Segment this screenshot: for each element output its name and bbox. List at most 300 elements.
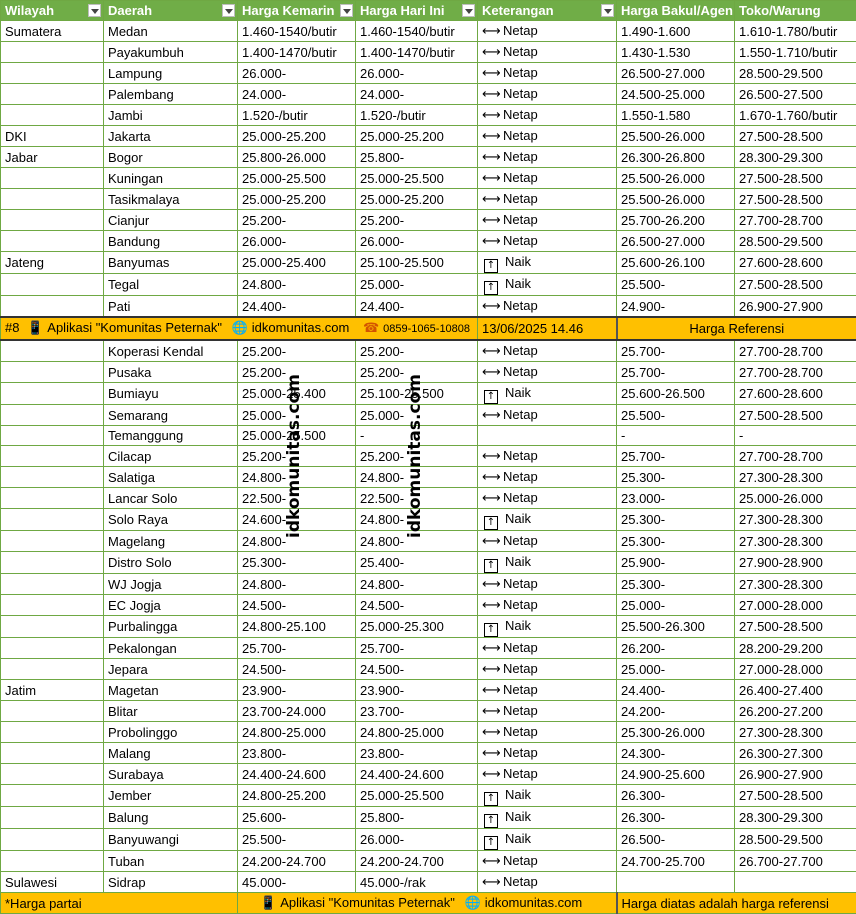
cell-harga-bakul[interactable] xyxy=(617,552,735,574)
table-row xyxy=(1,743,856,764)
cell-wilayah[interactable] xyxy=(1,616,104,638)
cell-wilayah[interactable] xyxy=(1,63,104,84)
cell-harga-hari-ini[interactable] xyxy=(356,340,478,362)
cell-harga-kemarin[interactable] xyxy=(238,701,356,722)
cell-wilayah[interactable] xyxy=(1,785,104,807)
cell-harga-bakul[interactable] xyxy=(617,426,735,446)
cell-toko-warung[interactable] xyxy=(735,446,856,467)
table-row xyxy=(1,467,856,488)
cell-wilayah[interactable] xyxy=(1,274,104,296)
cell-keterangan[interactable] xyxy=(478,21,617,42)
cell-toko-warung-text: 27.500-28.500 xyxy=(739,171,823,186)
cell-daerah[interactable] xyxy=(104,872,238,893)
cell-harga-hari-ini[interactable] xyxy=(356,105,478,126)
cell-toko-warung[interactable] xyxy=(735,851,856,872)
cell-daerah[interactable] xyxy=(104,126,238,147)
cell-daerah[interactable] xyxy=(104,638,238,659)
cell-harga-kemarin[interactable] xyxy=(238,63,356,84)
cell-daerah[interactable] xyxy=(104,680,238,701)
cell-harga-kemarin[interactable] xyxy=(238,829,356,851)
cell-toko-warung-text: 26.300-27.300 xyxy=(739,746,823,761)
cell-toko-warung[interactable] xyxy=(735,509,856,531)
cell-harga-bakul[interactable] xyxy=(617,743,735,764)
cell-harga-hari-ini[interactable] xyxy=(356,296,478,318)
cell-keterangan[interactable] xyxy=(478,84,617,105)
cell-harga-hari-ini[interactable] xyxy=(356,743,478,764)
cell-daerah[interactable] xyxy=(104,189,238,210)
cell-keterangan[interactable] xyxy=(478,488,617,509)
cell-wilayah[interactable] xyxy=(1,147,104,168)
cell-toko-warung[interactable] xyxy=(735,147,856,168)
cell-harga-kemarin-text: 23.800- xyxy=(242,746,286,761)
cell-toko-warung[interactable] xyxy=(735,467,856,488)
cell-harga-bakul[interactable] xyxy=(617,829,735,851)
cell-harga-bakul[interactable] xyxy=(617,231,735,252)
cell-keterangan[interactable] xyxy=(478,616,617,638)
cell-wilayah[interactable] xyxy=(1,851,104,872)
cell-keterangan[interactable] xyxy=(478,168,617,189)
cell-harga-hari-ini[interactable] xyxy=(356,63,478,84)
cell-harga-bakul[interactable] xyxy=(617,851,735,872)
cell-wilayah[interactable] xyxy=(1,210,104,231)
cell-toko-warung[interactable] xyxy=(735,383,856,405)
cell-keterangan[interactable] xyxy=(478,680,617,701)
cell-keterangan[interactable] xyxy=(478,126,617,147)
cell-toko-warung[interactable] xyxy=(735,126,856,147)
cell-keterangan[interactable] xyxy=(478,231,617,252)
cell-wilayah[interactable] xyxy=(1,362,104,383)
cell-harga-bakul[interactable] xyxy=(617,362,735,383)
cell-keterangan[interactable] xyxy=(478,340,617,362)
col-header-harga-bakul-agen[interactable]: Harga Bakul/Agen xyxy=(617,1,735,21)
cell-harga-hari-ini[interactable] xyxy=(356,126,478,147)
cell-toko-warung[interactable] xyxy=(735,574,856,595)
cell-harga-hari-ini[interactable] xyxy=(356,574,478,595)
cell-keterangan[interactable] xyxy=(478,426,617,446)
cell-harga-bakul[interactable] xyxy=(617,531,735,552)
cell-harga-kemarin[interactable] xyxy=(238,659,356,680)
cell-harga-bakul-text: 26.200- xyxy=(621,641,665,656)
cell-harga-kemarin[interactable] xyxy=(238,340,356,362)
cell-daerah[interactable] xyxy=(104,210,238,231)
cell-daerah[interactable] xyxy=(104,296,238,318)
cell-toko-warung-text: 28.200-29.200 xyxy=(739,641,823,656)
cell-daerah[interactable] xyxy=(104,595,238,616)
cell-daerah[interactable] xyxy=(104,785,238,807)
cell-harga-bakul[interactable] xyxy=(617,595,735,616)
cell-toko-warung[interactable] xyxy=(735,722,856,743)
cell-toko-warung[interactable] xyxy=(735,296,856,318)
cell-keterangan[interactable] xyxy=(478,807,617,829)
cell-harga-bakul[interactable] xyxy=(617,383,735,405)
cell-harga-kemarin[interactable] xyxy=(238,296,356,318)
cell-harga-hari-ini[interactable] xyxy=(356,252,478,274)
cell-toko-warung[interactable] xyxy=(735,552,856,574)
cell-harga-bakul[interactable] xyxy=(617,659,735,680)
cell-toko-warung[interactable] xyxy=(735,274,856,296)
cell-wilayah[interactable] xyxy=(1,405,104,426)
cell-harga-kemarin-text: 25.200- xyxy=(242,449,286,464)
cell-daerah[interactable] xyxy=(104,531,238,552)
cell-daerah[interactable] xyxy=(104,63,238,84)
cell-harga-kemarin[interactable] xyxy=(238,21,356,42)
cell-harga-hari-ini[interactable] xyxy=(356,638,478,659)
cell-harga-bakul[interactable] xyxy=(617,84,735,105)
cell-toko-warung[interactable] xyxy=(735,21,856,42)
cell-toko-warung[interactable] xyxy=(735,426,856,446)
cell-wilayah[interactable] xyxy=(1,84,104,105)
cell-harga-bakul[interactable] xyxy=(617,274,735,296)
col-header-wilayah[interactable]: Wilayah xyxy=(1,1,104,21)
cell-keterangan[interactable] xyxy=(478,189,617,210)
cell-toko-warung[interactable] xyxy=(735,252,856,274)
cell-harga-bakul-text: 25.300- xyxy=(621,512,665,527)
cell-toko-warung-text: 27.000-28.000 xyxy=(739,598,823,613)
table-row xyxy=(1,488,856,509)
cell-wilayah[interactable] xyxy=(1,743,104,764)
cell-daerah[interactable] xyxy=(104,829,238,851)
cell-toko-warung[interactable] xyxy=(735,785,856,807)
cell-daerah[interactable] xyxy=(104,84,238,105)
cell-daerah[interactable] xyxy=(104,105,238,126)
cell-toko-warung[interactable] xyxy=(735,595,856,616)
cell-harga-kemarin[interactable] xyxy=(238,252,356,274)
cell-daerah[interactable] xyxy=(104,552,238,574)
cell-daerah[interactable] xyxy=(104,42,238,63)
cell-toko-warung[interactable] xyxy=(735,84,856,105)
cell-keterangan[interactable] xyxy=(478,659,617,680)
cell-harga-bakul[interactable] xyxy=(617,701,735,722)
cell-keterangan[interactable] xyxy=(478,764,617,785)
cell-daerah[interactable] xyxy=(104,147,238,168)
cell-harga-hari-ini[interactable] xyxy=(356,785,478,807)
cell-keterangan[interactable] xyxy=(478,509,617,531)
cell-toko-warung[interactable] xyxy=(735,531,856,552)
cell-harga-bakul[interactable] xyxy=(617,764,735,785)
cell-harga-kemarin[interactable] xyxy=(238,168,356,189)
cell-daerah[interactable] xyxy=(104,764,238,785)
cell-harga-kemarin[interactable] xyxy=(238,210,356,231)
cell-daerah[interactable] xyxy=(104,426,238,446)
cell-toko-warung[interactable] xyxy=(735,362,856,383)
cell-harga-bakul[interactable] xyxy=(617,638,735,659)
col-header-daerah[interactable]: Daerah xyxy=(104,1,238,21)
cell-harga-kemarin[interactable] xyxy=(238,231,356,252)
cell-harga-kemarin[interactable] xyxy=(238,807,356,829)
cell-keterangan[interactable] xyxy=(478,701,617,722)
cell-wilayah[interactable] xyxy=(1,659,104,680)
cell-keterangan[interactable] xyxy=(478,296,617,318)
cell-toko-warung[interactable] xyxy=(735,872,856,893)
cell-toko-warung[interactable] xyxy=(735,210,856,231)
cell-wilayah[interactable] xyxy=(1,467,104,488)
cell-harga-kemarin[interactable] xyxy=(238,616,356,638)
cell-harga-bakul[interactable] xyxy=(617,147,735,168)
cell-toko-warung[interactable] xyxy=(735,829,856,851)
cell-wilayah[interactable] xyxy=(1,595,104,616)
cell-wilayah[interactable] xyxy=(1,446,104,467)
filter-dropdown-icon[interactable] xyxy=(222,4,235,17)
cell-daerah[interactable] xyxy=(104,574,238,595)
cell-daerah[interactable] xyxy=(104,362,238,383)
cell-harga-hari-ini[interactable] xyxy=(356,552,478,574)
cell-harga-hari-ini[interactable] xyxy=(356,680,478,701)
cell-keterangan[interactable] xyxy=(478,574,617,595)
cell-harga-hari-ini[interactable] xyxy=(356,764,478,785)
cell-toko-warung[interactable] xyxy=(735,764,856,785)
cell-harga-kemarin[interactable] xyxy=(238,764,356,785)
filter-dropdown-icon[interactable] xyxy=(340,4,353,17)
cell-harga-kemarin[interactable] xyxy=(238,638,356,659)
cell-harga-hari-ini[interactable] xyxy=(356,274,478,296)
cell-daerah[interactable] xyxy=(104,274,238,296)
cell-harga-kemarin[interactable] xyxy=(238,743,356,764)
cell-daerah[interactable] xyxy=(104,168,238,189)
cell-toko-warung[interactable] xyxy=(735,701,856,722)
cell-harga-bakul[interactable] xyxy=(617,252,735,274)
cell-wilayah[interactable] xyxy=(1,574,104,595)
cell-harga-bakul[interactable] xyxy=(617,509,735,531)
cell-harga-kemarin[interactable] xyxy=(238,722,356,743)
cell-keterangan[interactable] xyxy=(478,829,617,851)
cell-keterangan[interactable] xyxy=(478,743,617,764)
cell-harga-kemarin[interactable] xyxy=(238,147,356,168)
cell-keterangan[interactable] xyxy=(478,405,617,426)
cell-daerah[interactable] xyxy=(104,722,238,743)
cell-harga-bakul[interactable] xyxy=(617,296,735,318)
cell-harga-bakul[interactable] xyxy=(617,488,735,509)
col-header-keterangan[interactable]: Keterangan xyxy=(478,1,617,21)
cell-keterangan[interactable] xyxy=(478,851,617,872)
cell-harga-hari-ini[interactable] xyxy=(356,722,478,743)
cell-harga-bakul[interactable] xyxy=(617,189,735,210)
cell-daerah-text: Magelang xyxy=(108,534,165,549)
cell-harga-bakul[interactable] xyxy=(617,616,735,638)
cell-toko-warung[interactable] xyxy=(735,405,856,426)
cell-keterangan-text: Netap xyxy=(503,490,538,505)
cell-harga-bakul[interactable] xyxy=(617,405,735,426)
cell-toko-warung[interactable] xyxy=(735,340,856,362)
cell-wilayah[interactable] xyxy=(1,296,104,318)
cell-harga-hari-ini-text: 25.000-25.200 xyxy=(360,192,444,207)
filter-dropdown-icon[interactable] xyxy=(88,4,101,17)
cell-harga-hari-ini[interactable] xyxy=(356,147,478,168)
cell-harga-kemarin[interactable] xyxy=(238,552,356,574)
cell-keterangan[interactable] xyxy=(478,252,617,274)
cell-toko-warung[interactable] xyxy=(735,659,856,680)
cell-harga-hari-ini-text: 25.000-25.500 xyxy=(360,788,444,803)
cell-wilayah[interactable] xyxy=(1,189,104,210)
cell-harga-kemarin[interactable] xyxy=(238,42,356,63)
cell-harga-kemarin[interactable] xyxy=(238,274,356,296)
cell-harga-bakul[interactable] xyxy=(617,785,735,807)
cell-harga-hari-ini[interactable] xyxy=(356,189,478,210)
cell-toko-warung[interactable] xyxy=(735,638,856,659)
cell-harga-bakul[interactable] xyxy=(617,446,735,467)
cell-daerah[interactable] xyxy=(104,743,238,764)
cell-wilayah[interactable] xyxy=(1,509,104,531)
cell-harga-hari-ini[interactable] xyxy=(356,659,478,680)
cell-daerah[interactable] xyxy=(104,807,238,829)
cell-wilayah[interactable] xyxy=(1,105,104,126)
cell-harga-hari-ini[interactable] xyxy=(356,829,478,851)
cell-wilayah[interactable] xyxy=(1,680,104,701)
cell-harga-kemarin-text: 24.800-25.200 xyxy=(242,788,326,803)
filter-dropdown-icon[interactable] xyxy=(601,4,614,17)
cell-daerah-text: Solo Raya xyxy=(108,512,168,527)
cell-wilayah[interactable] xyxy=(1,340,104,362)
cell-toko-warung[interactable] xyxy=(735,168,856,189)
cell-keterangan[interactable] xyxy=(478,147,617,168)
cell-toko-warung[interactable] xyxy=(735,63,856,84)
cell-harga-bakul[interactable] xyxy=(617,168,735,189)
cell-keterangan[interactable] xyxy=(478,210,617,231)
cell-harga-bakul[interactable] xyxy=(617,21,735,42)
cell-harga-bakul[interactable] xyxy=(617,574,735,595)
cell-harga-bakul[interactable] xyxy=(617,722,735,743)
cell-wilayah[interactable] xyxy=(1,126,104,147)
cell-wilayah[interactable] xyxy=(1,829,104,851)
table-row xyxy=(1,274,856,296)
cell-wilayah[interactable] xyxy=(1,488,104,509)
cell-wilayah[interactable] xyxy=(1,252,104,274)
cell-harga-kemarin[interactable] xyxy=(238,680,356,701)
cell-harga-kemarin[interactable] xyxy=(238,851,356,872)
cell-harga-hari-ini-text: 26.000- xyxy=(360,234,404,249)
cell-harga-bakul[interactable] xyxy=(617,680,735,701)
table-row xyxy=(1,210,856,231)
cell-harga-bakul[interactable] xyxy=(617,210,735,231)
cell-toko-warung[interactable] xyxy=(735,616,856,638)
cell-harga-hari-ini[interactable] xyxy=(356,84,478,105)
col-header-harga-hari-ini[interactable]: Harga Hari Ini xyxy=(356,1,478,21)
cell-keterangan[interactable] xyxy=(478,383,617,405)
cell-wilayah[interactable] xyxy=(1,531,104,552)
cell-harga-hari-ini[interactable] xyxy=(356,210,478,231)
cell-wilayah[interactable] xyxy=(1,722,104,743)
cell-daerah[interactable] xyxy=(104,851,238,872)
cell-toko-warung[interactable] xyxy=(735,680,856,701)
cell-wilayah[interactable] xyxy=(1,552,104,574)
cell-harga-hari-ini[interactable] xyxy=(356,616,478,638)
cell-harga-kemarin[interactable] xyxy=(238,84,356,105)
cell-harga-hari-ini[interactable] xyxy=(356,42,478,63)
cell-wilayah[interactable] xyxy=(1,638,104,659)
cell-daerah[interactable] xyxy=(104,405,238,426)
cell-keterangan[interactable] xyxy=(478,362,617,383)
cell-toko-warung[interactable] xyxy=(735,189,856,210)
cell-wilayah[interactable] xyxy=(1,764,104,785)
cell-daerah-text: Salatiga xyxy=(108,470,155,485)
cell-daerah[interactable] xyxy=(104,231,238,252)
col-header-harga-kemarin[interactable]: Harga Kemarin xyxy=(238,1,356,21)
cell-keterangan[interactable] xyxy=(478,467,617,488)
cell-daerah[interactable] xyxy=(104,21,238,42)
cell-wilayah[interactable] xyxy=(1,42,104,63)
cell-keterangan[interactable] xyxy=(478,595,617,616)
cell-harga-hari-ini[interactable] xyxy=(356,872,478,893)
cell-harga-bakul[interactable] xyxy=(617,126,735,147)
cell-harga-hari-ini[interactable] xyxy=(356,851,478,872)
cell-daerah[interactable] xyxy=(104,467,238,488)
cell-keterangan[interactable] xyxy=(478,105,617,126)
cell-daerah[interactable] xyxy=(104,509,238,531)
cell-toko-warung[interactable] xyxy=(735,231,856,252)
cell-harga-bakul[interactable] xyxy=(617,42,735,63)
cell-daerah[interactable] xyxy=(104,659,238,680)
cell-keterangan[interactable] xyxy=(478,872,617,893)
cell-harga-kemarin[interactable] xyxy=(238,595,356,616)
cell-daerah-text: Payakumbuh xyxy=(108,45,184,60)
cell-harga-bakul[interactable] xyxy=(617,105,735,126)
cell-daerah[interactable] xyxy=(104,252,238,274)
cell-wilayah[interactable] xyxy=(1,807,104,829)
cell-harga-bakul[interactable] xyxy=(617,872,735,893)
cell-harga-hari-ini[interactable] xyxy=(356,595,478,616)
cell-toko-warung[interactable] xyxy=(735,105,856,126)
cell-harga-hari-ini[interactable] xyxy=(356,807,478,829)
cell-toko-warung[interactable] xyxy=(735,807,856,829)
cell-wilayah[interactable] xyxy=(1,21,104,42)
cell-daerah[interactable] xyxy=(104,340,238,362)
cell-toko-warung[interactable] xyxy=(735,488,856,509)
cell-wilayah[interactable] xyxy=(1,231,104,252)
cell-wilayah[interactable] xyxy=(1,701,104,722)
cell-wilayah[interactable] xyxy=(1,383,104,405)
cell-keterangan[interactable] xyxy=(478,274,617,296)
cell-harga-hari-ini-text: 24.800- xyxy=(360,534,404,549)
cell-harga-kemarin[interactable] xyxy=(238,126,356,147)
cell-daerah[interactable] xyxy=(104,616,238,638)
cell-toko-warung[interactable] xyxy=(735,743,856,764)
cell-harga-kemarin[interactable] xyxy=(238,105,356,126)
cell-harga-hari-ini[interactable] xyxy=(356,168,478,189)
cell-harga-bakul[interactable] xyxy=(617,467,735,488)
cell-keterangan[interactable] xyxy=(478,722,617,743)
cell-keterangan[interactable] xyxy=(478,446,617,467)
table-row xyxy=(1,147,856,168)
cell-harga-kemarin[interactable] xyxy=(238,872,356,893)
cell-daerah[interactable] xyxy=(104,488,238,509)
cell-daerah[interactable] xyxy=(104,446,238,467)
col-header-toko-warung[interactable]: Toko/Warung xyxy=(735,1,856,21)
cell-keterangan[interactable] xyxy=(478,63,617,84)
filter-dropdown-icon[interactable] xyxy=(462,4,475,17)
cell-keterangan[interactable] xyxy=(478,42,617,63)
cell-daerah[interactable] xyxy=(104,701,238,722)
cell-harga-kemarin[interactable] xyxy=(238,574,356,595)
cell-harga-kemarin[interactable] xyxy=(238,189,356,210)
cell-harga-bakul[interactable] xyxy=(617,807,735,829)
cell-toko-warung[interactable] xyxy=(735,42,856,63)
cell-harga-hari-ini[interactable] xyxy=(356,701,478,722)
cell-harga-hari-ini[interactable] xyxy=(356,231,478,252)
cell-daerah[interactable] xyxy=(104,383,238,405)
cell-harga-bakul[interactable] xyxy=(617,340,735,362)
cell-keterangan[interactable] xyxy=(478,552,617,574)
cell-toko-warung-text: 27.300-28.300 xyxy=(739,470,823,485)
cell-wilayah[interactable] xyxy=(1,168,104,189)
cell-harga-kemarin[interactable] xyxy=(238,785,356,807)
left-right-arrow-icon: ⟷ xyxy=(482,64,498,83)
cell-keterangan[interactable] xyxy=(478,785,617,807)
cell-keterangan[interactable] xyxy=(478,531,617,552)
cell-keterangan[interactable] xyxy=(478,638,617,659)
cell-harga-bakul[interactable] xyxy=(617,63,735,84)
cell-wilayah[interactable] xyxy=(1,872,104,893)
cell-wilayah[interactable] xyxy=(1,426,104,446)
cell-harga-hari-ini[interactable] xyxy=(356,21,478,42)
